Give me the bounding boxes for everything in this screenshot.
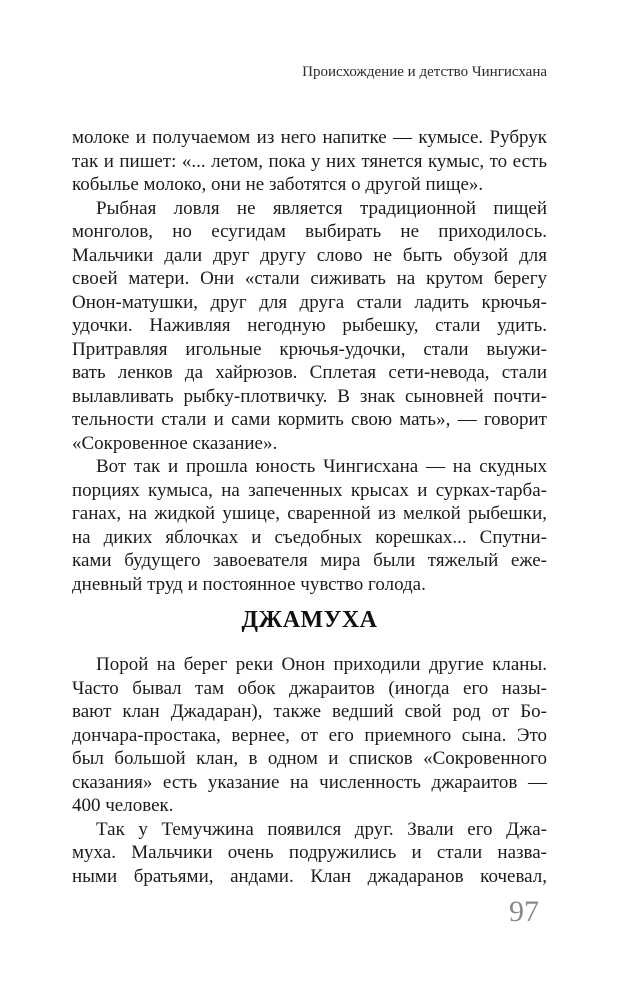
page-body: [72, 126, 547, 888]
text-line: ганах, на жидкой ушице, сваренной из мелкой рыбешки,: [72, 503, 547, 524]
text-line: молоке и получаемом из него напитке — кумысе. Рубрук: [72, 127, 547, 148]
text-line: Мальчики дали друг другу слово не быть обузой для: [72, 244, 547, 266]
text-line: Притравляя игольные крючья-удочки, стали выужи-: [72, 338, 547, 360]
text-line: вают клан Джадаран), также ведший свой род от Бо-: [72, 701, 547, 722]
text-line: сказания» есть указание на численность джараитов —: [72, 771, 547, 793]
text-line: дончара-простака, вернее, от его приемного сына. Это: [72, 724, 547, 746]
text-line: Рыбная ловля не является традиционной пищей: [96, 197, 547, 219]
text-line: Так у Темучжина появился друг. Звали его Джа-: [96, 818, 547, 840]
text-line: монголов, но есугидам выбирать не приходилось.: [72, 221, 547, 242]
text-line: вылавливать рыбку-плотвичку. В знак сыновней почти-: [72, 385, 547, 407]
paragraph: [72, 653, 547, 818]
text-line: Вот так и прошла юность Чингисхана — на скудных: [96, 456, 547, 477]
text-line: Порой на берег реки Онон приходили другие кланы.: [96, 654, 547, 675]
page-number: 97: [509, 895, 539, 928]
text-line: удочки. Наживляя негодную рыбешку, стали удить.: [72, 315, 547, 336]
text-line: ками будущего завоевателя мира были тяжелый еже-: [72, 550, 547, 571]
paragraph: [72, 455, 547, 596]
text-line: своей матери. Они «стали сиживать на крутом берегу: [72, 268, 547, 289]
text-line: на диких яблочках и съедобных корешках... Спутни-: [72, 526, 547, 548]
text-line: так и пишет: «... летом, пока у них тянется кумыс, то есть: [72, 150, 547, 172]
chapter-heading: ДЖАМУХА: [241, 607, 378, 633]
text-line: был большой клан, в одном и списков «Сокровенного: [72, 748, 547, 769]
paragraph: [72, 197, 547, 456]
running-header: Происхождение и детство Чингисхана: [302, 64, 547, 80]
text-line: кобылье молоко, они не заботятся о другой пище».: [72, 174, 484, 195]
text-line: порциях кумыса, на запеченных крысах и сурках-тарба-: [72, 479, 547, 501]
paragraph: [72, 126, 547, 197]
text-line: вать ленков да хайрюзов. Сплетая сети-невода, стали: [72, 362, 547, 383]
text-line: «Сокровенное сказание».: [72, 432, 278, 454]
text-line: дневный труд и постоянное чувство голода.: [72, 573, 426, 595]
text-line: муха. Мальчики очень подружились и стали назва-: [72, 842, 547, 863]
text-line: тельности стали и сами кормить свою мать», — говорит: [72, 409, 547, 430]
paragraph: [72, 818, 547, 889]
text-line: 400 человек.: [72, 795, 174, 816]
text-line: Онон-матушки, друг для друга стали ладить крючья-: [72, 291, 547, 313]
text-line: ными братьями, андами. Клан джадаранов кочевал,: [72, 865, 547, 887]
text-line: Часто бывал там обок джараитов (иногда его назы-: [72, 677, 547, 699]
